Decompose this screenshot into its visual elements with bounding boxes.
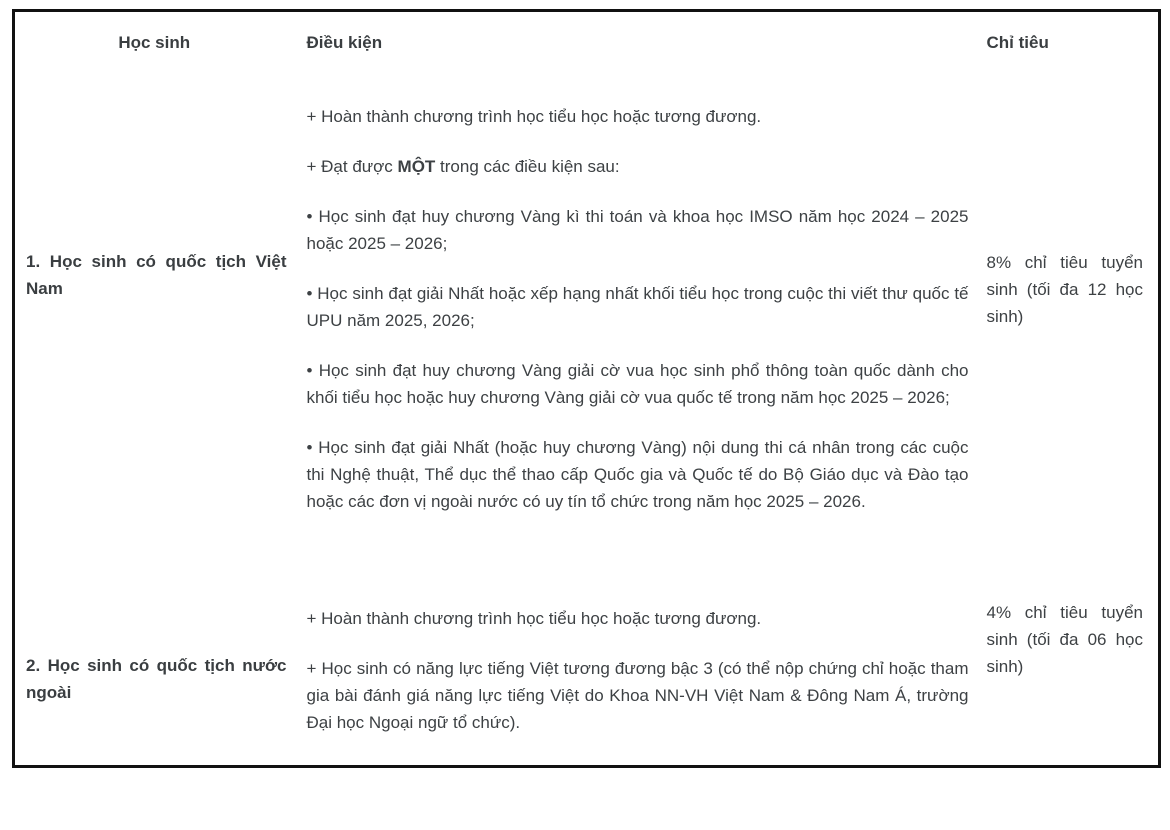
- condition-bullet: • Học sinh đạt giải Nhất hoặc xếp hạng nhất khối tiểu học trong cuộc thi viết thư quốc tế UPU năm 2025, 2026;: [306, 284, 969, 330]
- column-header-conditions: Điều kiện: [306, 33, 383, 52]
- student-category-label: 1. Học sinh có quốc tịch Việt Nam: [26, 252, 287, 298]
- condition-paragraph: + Hoàn thành chương trình học tiểu học hoặc tương đương.: [306, 609, 762, 628]
- table-header-row: [14, 11, 1160, 67]
- quota-cell: 4% chỉ tiêu tuyển sinh (tối đa 06 học sinh): [986, 603, 1143, 676]
- quota-cell: 8% chỉ tiêu tuyển sinh (tối đa 12 học sinh): [986, 253, 1143, 326]
- condition-bullet: • Học sinh đạt huy chương Vàng kì thi toán và khoa học IMSO năm học 2024 – 2025 hoặc 2025 – 2026;: [306, 207, 969, 253]
- condition-paragraph: + Hoàn thành chương trình học tiểu học hoặc tương đương.: [306, 107, 762, 126]
- condition-paragraph: + Học sinh có năng lực tiếng Việt tương đương bậc 3 (có thể nộp chứng chỉ hoặc tham gia bài đánh giá năng lực tiếng Việt do Khoa NN-VH Việt Nam & Đông Nam Á, trường Đại học Ngoại ngữ tổ chức).: [306, 659, 969, 732]
- student-category-label: 2. Học sinh có quốc tịch nước ngoài: [26, 656, 287, 702]
- condition-text-emphasis: MỘT: [397, 157, 436, 176]
- condition-bullet: • Học sinh đạt giải Nhất (hoặc huy chương Vàng) nội dung thi cá nhân trong các cuộc thi Nghệ thuật, Thể dục thể thao cấp Quốc gia và Quốc tế do Bộ Giáo dục và Đào tạo hoặc các đơn vị ngoài nước có uy tín tổ chức trong năm học 2025 – 2026.: [306, 438, 969, 511]
- condition-text-suffix: trong các điều kiện sau:: [435, 157, 620, 176]
- admissions-table: [12, 9, 1161, 768]
- column-header-student: Học sinh: [118, 33, 191, 52]
- condition-paragraph: [307, 153, 969, 180]
- table-row-vietnamese-students: [14, 66, 1160, 564]
- column-header-quota: Chỉ tiêu: [986, 33, 1049, 52]
- admissions-table-container: [12, 9, 1158, 768]
- condition-text-prefix: + Đạt được: [306, 157, 398, 176]
- conditions-cell: [294, 564, 977, 767]
- conditions-cell: [294, 66, 977, 564]
- condition-bullet: • Học sinh đạt huy chương Vàng giải cờ vua học sinh phổ thông toàn quốc dành cho khối tiểu học hoặc huy chương Vàng giải cờ vua quốc tế trong năm học 2025 – 2026;: [306, 361, 969, 407]
- table-row-foreign-students: [14, 564, 1160, 767]
